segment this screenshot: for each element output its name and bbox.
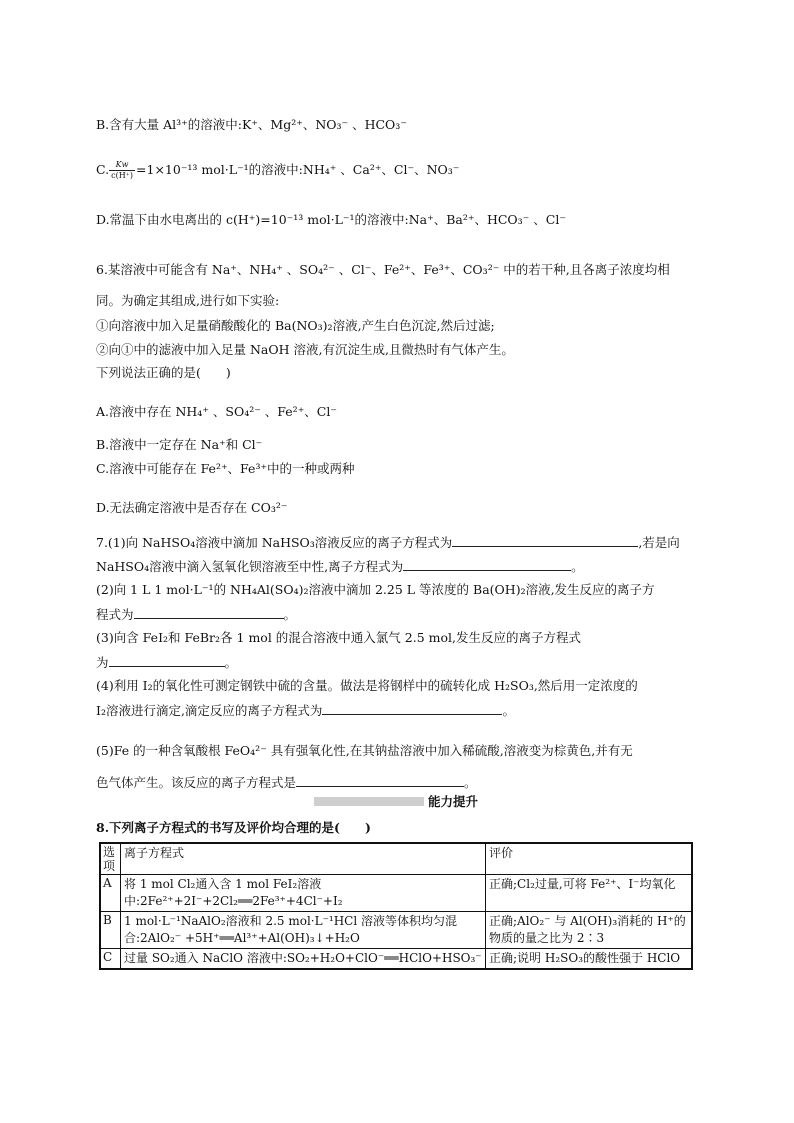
q7-part5-text: 色气体产生。该反应的离子方程式是: [96, 775, 297, 790]
row-evaluation: 正确;说明 H₂SO₃的酸性强于 HClO: [486, 949, 693, 970]
q6-step2: ②向①中的滤液中加入足量 NaOH 溶液,有沉淀生成,且微热时有气体产生。: [96, 342, 514, 357]
q6-stem-line2: 同。为确定其组成,进行如下实验:: [96, 293, 280, 308]
row-equation: 将 1 mol Cl₂通入含 1 mol FeI₂溶液中:2Fe²⁺+2I⁻+2Cl₂══2Fe³⁺+4Cl⁻+I₂: [121, 875, 486, 912]
row-key: A: [100, 875, 121, 912]
q6-question: 下列说法正确的是( ): [96, 365, 231, 380]
row-key: C: [100, 949, 121, 970]
section-title: 能力提升: [428, 794, 479, 809]
q7-part4-text: I₂溶液进行滴定,滴定反应的离子方程式为: [96, 703, 323, 718]
header-equation: 离子方程式: [121, 843, 486, 875]
q7-part5-line1: (5)Fe 的一种含氧酸根 FeO₄²⁻ 具有强氧化性,在其钠盐溶液中加入稀硫酸,溶液变为棕黄色,并有无: [96, 743, 633, 758]
q7-part3-text: 为: [96, 655, 109, 670]
q6-step1: ①向溶液中加入足量硝酸酸化的 Ba(NO₃)₂溶液,产生白色沉淀,然后过滤;: [96, 318, 495, 333]
answer-blank[interactable]: [452, 533, 638, 547]
q7-part2-line2: [96, 605, 296, 624]
q5-option-b: B.含有大量 Al³⁺的溶液中:K⁺、Mg²⁺、NO₃⁻ 、HCO₃⁻: [96, 117, 407, 132]
q6-option-d: D.无法确定溶液中是否存在 CO₃²⁻: [96, 500, 288, 515]
fraction-denominator: c(H⁺): [111, 171, 134, 180]
table-header-row: [100, 843, 692, 875]
q7-part4-line1: (4)利用 I₂的氧化性可测定钢铁中硫的含量。做法是将钢样中的硫转化成 H₂SO₃,然后用一定浓度的: [96, 678, 638, 693]
q7-part1-end: 。: [571, 559, 584, 574]
q7-part2-line1: (2)向 1 L 1 mol·L⁻¹的 NH₄Al(SO₄)₂溶液中滴加 2.25 L 等浓度的 Ba(OH)₂溶液,发生反应的离子方: [96, 582, 655, 597]
table-row: [100, 875, 692, 912]
answer-blank[interactable]: [322, 701, 502, 715]
fraction-numerator: Kw: [109, 160, 135, 171]
table-row: [100, 912, 692, 949]
row-equation: 过量 SO₂通入 NaClO 溶液中:SO₂+H₂O+ClO⁻══HClO+HSO₃⁻: [121, 949, 486, 970]
q7-part4-end: 。: [502, 703, 515, 718]
section-decor-bar: [314, 797, 424, 806]
row-key: B: [100, 912, 121, 949]
q7-part5-end: 。: [464, 775, 477, 790]
row-evaluation: 正确;AlO₂⁻ 与 Al(OH)₃消耗的 H⁺的物质的量之比为 2∶3: [486, 912, 693, 949]
answer-blank[interactable]: [134, 605, 284, 619]
q7-part2-text: 程式为: [96, 607, 134, 622]
q7-part5-line2: [96, 773, 477, 792]
header-key: 选项: [100, 843, 121, 875]
q7-part3-line2: [96, 653, 237, 672]
q7-part3-end: 。: [224, 655, 238, 670]
answer-blank[interactable]: [109, 653, 225, 667]
q6-option-c: C.溶液中可能存在 Fe²⁺、Fe³⁺中的一种或两种: [96, 461, 355, 476]
q8-options-table: [99, 842, 693, 970]
q7-part1-text: 7.(1)向 NaHSO₄溶液中滴加 NaHSO₃溶液反应的离子方程式为: [96, 535, 453, 550]
q5-option-c: [96, 160, 459, 181]
kw-fraction: [109, 160, 135, 181]
q5-option-c-text: =1×10⁻¹³ mol·L⁻¹的溶液中:NH₄⁺ 、Ca²⁺、Cl⁻、NO₃⁻: [136, 162, 460, 177]
q6-stem-line1: 6.某溶液中可能含有 Na⁺、NH₄⁺ 、SO₄²⁻ 、Cl⁻、Fe²⁺、Fe³⁺、CO₃²⁻ 中的若干种,且各离子浓度均相: [96, 262, 670, 277]
table-row: [100, 949, 692, 970]
q7-part1-cont: ,若是向: [638, 535, 680, 550]
header-evaluation: 评价: [486, 843, 693, 875]
q6-option-a: A.溶液中存在 NH₄⁺ 、SO₄²⁻ 、Fe²⁺、Cl⁻: [96, 404, 337, 419]
q7-part2-end: 。: [283, 607, 297, 622]
q7-part1-line1: [96, 533, 680, 552]
q7-part1-text2: NaHSO₄溶液中滴入氢氧化钡溶液至中性,离子方程式为: [96, 559, 404, 574]
q8-stem: 8.下列离子方程式的书写及评价均合理的是( ): [96, 820, 371, 835]
q5-option-d: D.常温下由水电离出的 c(H⁺)=10⁻¹³ mol·L⁻¹的溶液中:Na⁺、Ba²⁺、HCO₃⁻ 、Cl⁻: [96, 212, 566, 227]
q7-part4-line2: [96, 701, 515, 720]
q7-part3-line1: (3)向含 FeI₂和 FeBr₂各 1 mol 的混合溶液中通入氯气 2.5 mol,发生反应的离子方程式: [96, 630, 581, 645]
q6-option-b: B.溶液中一定存在 Na⁺和 Cl⁻: [96, 437, 263, 452]
answer-blank[interactable]: [403, 557, 571, 571]
q5-option-c-label: C.: [96, 162, 110, 177]
row-evaluation: 正确;Cl₂过量,可将 Fe²⁺、I⁻均氧化: [486, 875, 693, 912]
row-equation: 1 mol·L⁻¹NaAlO₂溶液和 2.5 mol·L⁻¹HCl 溶液等体积均匀混合:2AlO₂⁻ +5H⁺══Al³⁺+Al(OH)₃↓+H₂O: [121, 912, 486, 949]
q7-part1-line2: [96, 557, 584, 576]
answer-blank[interactable]: [296, 773, 464, 787]
